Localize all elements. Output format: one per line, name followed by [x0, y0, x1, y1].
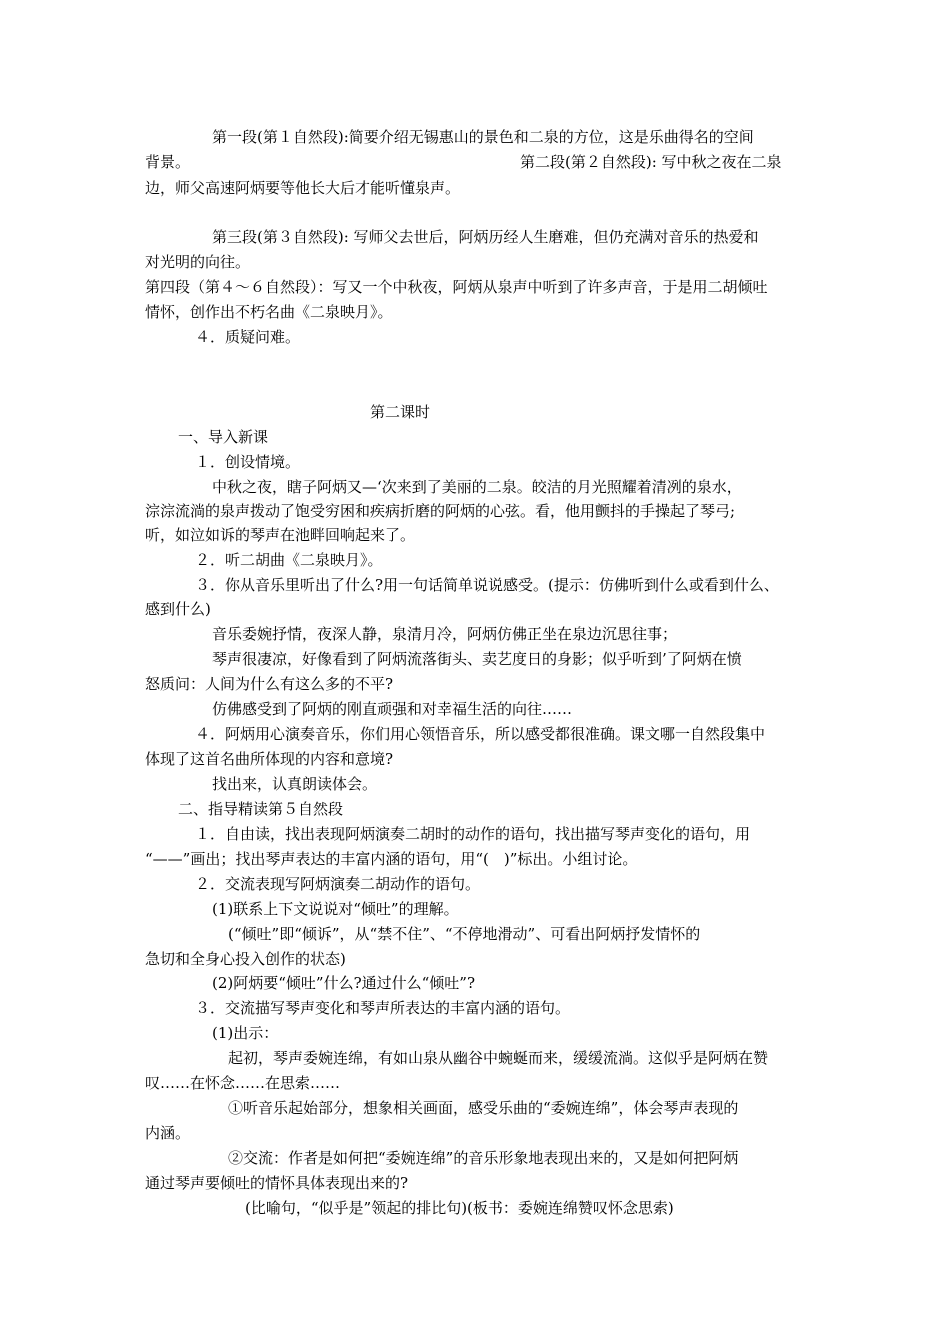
- para-section-1: 第一段(第１自然段):简要介绍无锡惠山的景色和二泉的方位，这是乐曲得名的空间: [212, 128, 754, 146]
- para-section-3: 第三段(第３自然段): 写师父去世后，阿炳历经人生磨难，但仍充满对音乐的热爱和: [212, 228, 759, 246]
- step-1-cont: 内涵。: [145, 1124, 191, 1142]
- answer-3: 仿佛感受到了阿炳的刚直顽强和对幸福生活的向往……: [212, 700, 573, 718]
- heading-intro: 一、导入新课: [178, 428, 269, 446]
- item-3-cont: 感到什么): [145, 600, 211, 618]
- heading-reading: 二、指导精读第５自然段: [178, 800, 344, 818]
- reading-item-1: １．自由读，找出表现阿炳演奏二胡时的动作的语句，找出描写琴声变化的语句，用: [195, 825, 751, 843]
- item-question: ４．质疑问难。: [195, 328, 301, 346]
- para-section-2-cont: 边，师父高速阿炳要等他长大后才能听懂泉声。: [145, 179, 461, 197]
- item-2: ２．听二胡曲《二泉映月》。: [195, 551, 383, 569]
- reading-item-2-note-cont: 急切和全身心投入创作的状态): [145, 950, 346, 968]
- para-section-1-cont: 背景。: [145, 153, 191, 171]
- item-3: ３．你从音乐里听出了什么?用一句话简单说说感受。(提示：仿佛听到什么或看到什么、: [195, 576, 779, 594]
- item-4: ４．阿炳用心演奏音乐，你们用心领悟音乐，所以感受都很准确。课文哪一自然段集中: [195, 725, 766, 743]
- quoted-passage-cont: 叹……在怀念……在思索……: [145, 1074, 341, 1092]
- reading-item-2-sub-1: (1)联系上下文说说对“倾吐”的理解。: [212, 900, 459, 918]
- reading-item-3: ３．交流描写琴声变化和琴声所表达的丰富内涵的语句。: [195, 999, 571, 1017]
- quoted-passage: 起初，琴声委婉连绵，有如山泉从幽谷中蜿蜒而来，缓缓流淌。这似乎是阿炳在赞: [228, 1049, 769, 1067]
- step-2: ②交流：作者是如何把“委婉连绵”的音乐形象地表现出来的，又是如何把阿炳: [228, 1149, 739, 1167]
- para-scene-cont-2: 听，如泣如诉的琴声在池畔回响起来了。: [145, 526, 416, 544]
- answer-2-cont: 怒质问：人间为什么有这么多的不平?: [145, 675, 394, 693]
- item-4-cont: 体现了这首名曲所体现的内容和意境?: [145, 750, 394, 768]
- para-section-2: 第二段(第２自然段): 写中秋之夜在二泉: [520, 153, 782, 171]
- reading-item-2: ２．交流表现写阿炳演奏二胡动作的语句。: [195, 875, 481, 893]
- reading-item-2-note: (“倾吐”即“倾诉”，从“禁不住”、“不停地滑动”、可看出阿炳抒发情怀的: [228, 925, 701, 943]
- step-2-cont: 通过琴声要倾吐的情怀具体表现出来的?: [145, 1174, 409, 1192]
- para-section-4-cont: 情怀，创作出不朽名曲《二泉映月》。: [145, 303, 393, 321]
- lesson-title: 第二课时: [369, 403, 430, 421]
- answer-1: 音乐委婉抒情，夜深人静，泉清月冷，阿炳仿佛正坐在泉边沉思往事；: [212, 625, 678, 643]
- reading-item-3-sub-1: (1)出示：: [212, 1024, 279, 1042]
- step-1: ①听音乐起始部分，想象相关画面，感受乐曲的“委婉连绵”，体会琴声表现的: [228, 1099, 739, 1117]
- para-section-4: 第四段（第４～６自然段）：写又一个中秋夜，阿炳从泉声中听到了许多声音，于是用二胡倾吐: [145, 278, 768, 296]
- answer-2: 琴声很凄凉，好像看到了阿炳流落街头、卖艺度日的身影；似乎听到’了阿炳在愤: [212, 650, 742, 668]
- para-scene-cont-1: 淙淙流淌的泉声拨动了饱受穷困和疾病折磨的阿炳的心弦。看，他用颤抖的手操起了琴弓;: [145, 502, 736, 520]
- para-section-3-cont: 对光明的向往。: [145, 253, 251, 271]
- board-note: (比喻句，“似乎是”领起的排比句)(板书：委婉连绵赞叹怀念思索): [245, 1199, 674, 1217]
- item-4-action: 找出来，认真朗读体会。: [212, 775, 378, 793]
- reading-item-1-cont: “——”画出；找出琴声表达的丰富内涵的语句，用“( )”标出。小组讨论。: [145, 850, 638, 868]
- item-1: １．创设情境。: [195, 453, 301, 471]
- para-scene: 中秋之夜，瞎子阿炳又—‘次来到了美丽的二泉。皎洁的月光照耀着清冽的泉水，: [212, 478, 742, 496]
- reading-item-2-sub-2: (2)阿炳要“倾吐”什么?通过什么“倾吐”?: [212, 974, 476, 992]
